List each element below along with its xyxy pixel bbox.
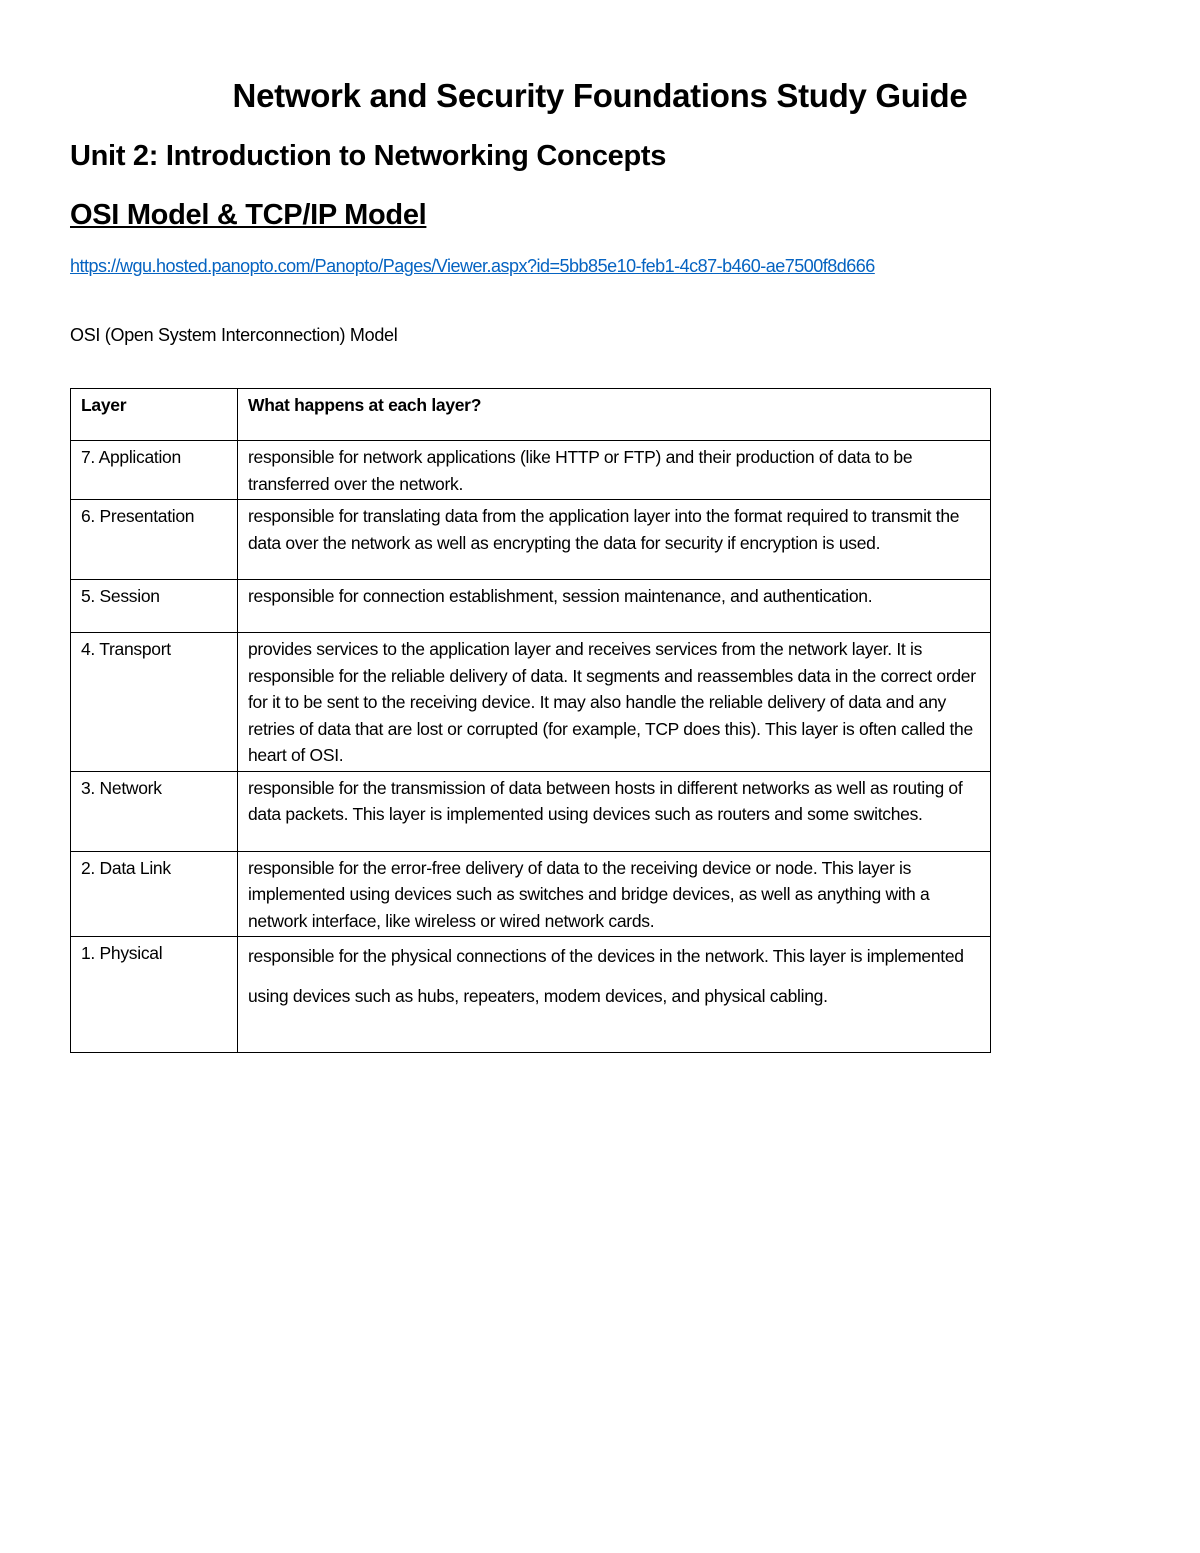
table-header-row [71, 389, 991, 441]
layer-description-cell: responsible for the error-free delivery of data to the receiving device or node. This layer is implemented using devices such as switches and bridge devices, as well as anything with a network interface, like wireless or wired network cards. [238, 851, 991, 937]
layer-description-cell: provides services to the application layer and receives services from the network layer. It is responsible for the reliable delivery of data. It segments and reassembles data in the correct order for it to be sent to the receiving device. It may also handle the reliable delivery of data and any retries of data that are lost or corrupted (for example, TCP does this). This layer is often called the heart of OSI. [238, 633, 991, 772]
layer-name-cell: 5. Session [71, 580, 238, 633]
table-row [71, 441, 991, 500]
document-title: Network and Security Foundations Study Guide [232, 77, 968, 114]
layer-description-cell: responsible for translating data from the application layer into the format required to transmit the data over the network as well as encrypting the data for security if encryption is used. [238, 500, 991, 580]
section-heading: OSI Model & TCP/IP Model [70, 199, 427, 231]
layer-description-cell: responsible for network applications (like HTTP or FTP) and their production of data to be transferred over the network. [238, 441, 991, 500]
layer-description-cell: responsible for the physical connections of the devices in the network. This layer is implemented using devices such as hubs, repeaters, modem devices, and physical cabling. [238, 937, 991, 1053]
lecture-video-link[interactable]: https://wgu.hosted.panopto.com/Panopto/Pages/Viewer.aspx?id=5bb85e10-feb1-4c87-b460-ae7500f8d666 [70, 256, 875, 276]
table-row [71, 500, 991, 580]
layer-name-cell: 4. Transport [71, 633, 238, 772]
table-row [71, 633, 991, 772]
layer-name-cell: 2. Data Link [71, 851, 238, 937]
table-row [71, 771, 991, 851]
table-caption: OSI (Open System Interconnection) Model [70, 325, 398, 345]
column-header-description: What happens at each layer? [238, 389, 991, 441]
osi-model-table [70, 388, 991, 1053]
unit-heading: Unit 2: Introduction to Networking Concepts [70, 140, 667, 172]
layer-description-cell: responsible for connection establishment, session maintenance, and authentication. [238, 580, 991, 633]
layer-name-cell: 1. Physical [71, 937, 238, 1053]
table-row [71, 580, 991, 633]
layer-description-cell: responsible for the transmission of data between hosts in different networks as well as routing of data packets. This layer is implemented using devices such as routers and some switches. [238, 771, 991, 851]
layer-name-cell: 6. Presentation [71, 500, 238, 580]
table-row [71, 937, 991, 1053]
layer-name-cell: 7. Application [71, 441, 238, 500]
column-header-layer: Layer [71, 389, 238, 441]
layer-name-cell: 3. Network [71, 771, 238, 851]
table-row [71, 851, 991, 937]
